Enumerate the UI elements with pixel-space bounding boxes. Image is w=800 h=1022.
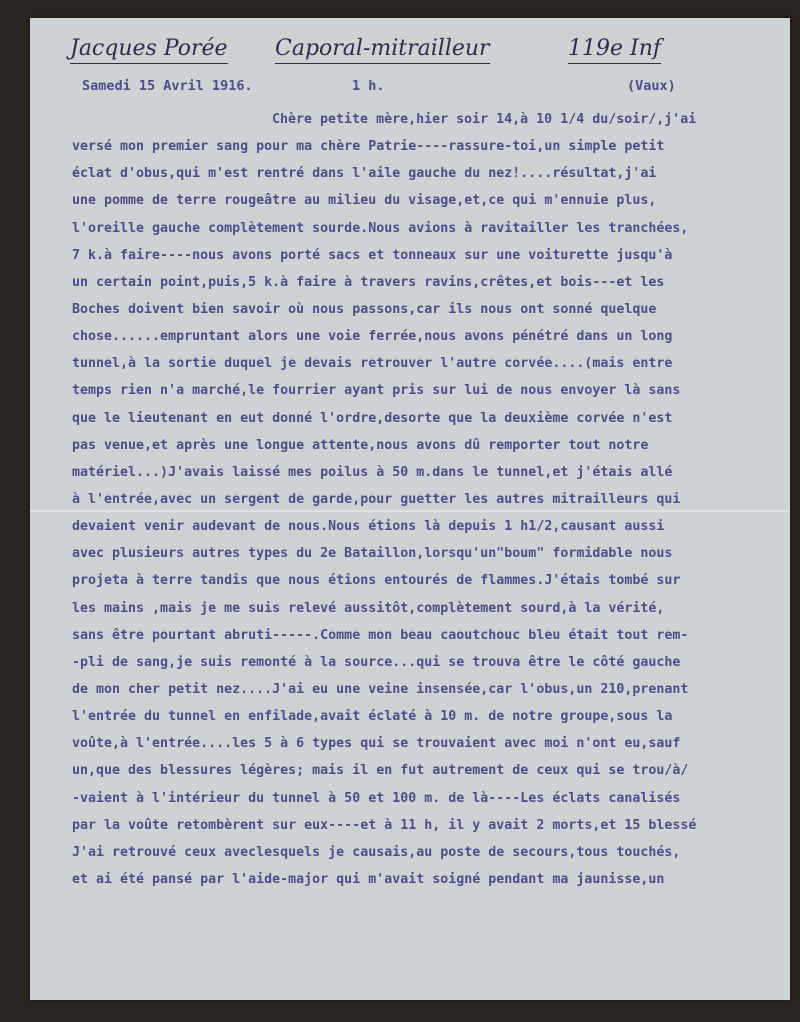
letter-line: pas venue,et après une longue attente,nous avons dû remporter tout notre: [72, 437, 649, 453]
letter-line: avec plusieurs autres types du 2e Bataillon,lorsqu'un"boum" formidable nous: [72, 546, 673, 562]
letter-line: matériel...)J'avais laissé mes poilus à 50 m.dans le tunnel,et j'étais allé: [72, 464, 673, 480]
letter-line: J'ai retrouvé ceux aveclesquels je causais,au poste de secours,tous touchés,: [72, 844, 681, 860]
letter-line: par la voûte retombèrent sur eux----et à 11 h, il y avait 2 morts,et 15 blessé: [72, 817, 697, 833]
letter-line: un certain point,puis,5 k.à faire à travers ravins,crêtes,et bois---et les: [72, 274, 665, 290]
letter-line: que le lieutenant en eut donné l'ordre,desorte que la deuxième corvée n'est: [72, 410, 673, 426]
letter-line: Boches doivent bien savoir où nous passons,car ils nous ont sonné quelque: [72, 301, 657, 317]
letter-line: une pomme de terre rougeâtre au milieu du visage,et,ce qui m'ennuie plus,: [72, 193, 657, 209]
letter-line: à l'entrée,avec un sergent de garde,pour guetter les autres mitrailleurs qui: [72, 491, 681, 507]
letter-line: devaient venir audevant de nous.Nous étions là depuis 1 h1/2,causant aussi: [72, 519, 665, 535]
letter-line: et ai été pansé par l'aide-major qui m'avait soigné pendant ma jaunisse,un: [72, 871, 665, 887]
letter-place: (Vaux): [627, 78, 676, 94]
letter-line: 7 k.à faire----nous avons porté sacs et tonneaux sur une voiturette jusqu'à: [72, 247, 673, 263]
letter-line: l'oreille gauche complètement sourde.Nous avions à ravitailler les tranchées,: [72, 220, 689, 236]
letter-body: [72, 106, 772, 893]
letter-line: voûte,à l'entrée....les 5 à 6 types qui se trouvaient avec moi n'ont eu,sauf: [72, 736, 681, 752]
letter-page: [30, 18, 790, 1000]
letter-line: les mains ,mais je me suis relevé aussitôt,complètement sourd,à la vérité,: [72, 600, 665, 616]
letter-line: chose......empruntant alors une voie ferrée,nous avons pénétré dans un long: [72, 329, 673, 345]
letter-line: Chère petite mère,hier soir 14,à 10 1/4 du/soir/,j'ai: [272, 112, 697, 127]
header-unit: 119e Inf: [568, 36, 661, 64]
letter-hour: 1 h.: [352, 78, 385, 94]
letter-line: de mon cher petit nez....J'ai eu une veine insensée,car l'obus,un 210,prenant: [72, 681, 689, 697]
letter-line: tunnel,à la sortie duquel je devais retrouver l'autre corvée....(mais entre: [72, 356, 673, 372]
handwritten-header: [70, 36, 750, 72]
letter-line: projeta à terre tandis que nous étions entourés de flammes.J'étais tombé sur: [72, 573, 681, 589]
letter-line: -pli de sang,je suis remonté à la source...qui se trouva être le côté gauche: [72, 654, 681, 670]
letter-line: versé mon premier sang pour ma chère Patrie----rassure-toi,un simple petit: [72, 139, 665, 155]
letter-line: éclat d'obus,qui m'est rentré dans l'aile gauche du nez!....résultat,j'ai: [72, 166, 657, 182]
letter-line: l'entrée du tunnel en enfilade,avait éclaté à 10 m. de notre groupe,sous la: [72, 709, 673, 725]
header-name: Jacques Porée: [70, 36, 228, 64]
header-rank: Caporal-mitrailleur: [275, 36, 490, 64]
letter-line: sans être pourtant abruti-----.Comme mon beau caoutchouc bleu était tout rem-: [72, 627, 689, 643]
letter-line: un,que des blessures légères; mais il en fut autrement de ceux qui se trou/à/: [72, 763, 689, 779]
letter-date: Samedi 15 Avril 1916.: [82, 78, 253, 94]
letter-line: temps rien n'a marché,le fourrier ayant pris sur lui de nous envoyer là sans: [72, 383, 681, 399]
letter-line: -vaient à l'intérieur du tunnel à 50 et 100 m. de là----Les éclats canalisés: [72, 790, 681, 806]
